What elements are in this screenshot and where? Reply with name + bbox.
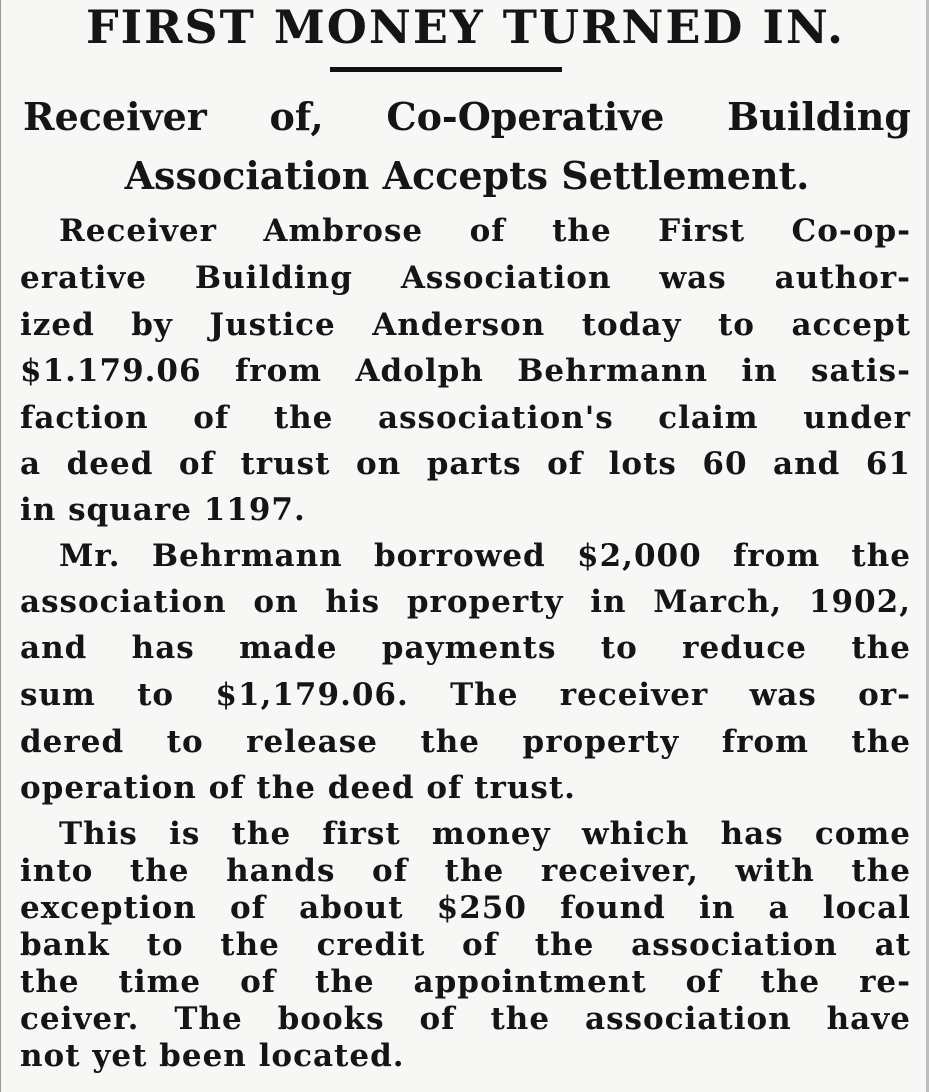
paragraph-3-line-7: not yet been located.: [20, 1038, 405, 1074]
paragraph-2-line-6: operation of the deed of trust.: [20, 770, 576, 806]
paragraph-2-line-1: Mr. Behrmann borrowed $2,000 from the: [59, 538, 911, 574]
paragraph-2-line-5: dered to release the property from the: [20, 724, 911, 760]
paragraph-3-line-2: into the hands of the receiver, with the: [20, 853, 911, 889]
paragraph-3-line-5: the time of the appointment of the re-: [20, 964, 911, 1000]
paragraph-3-line-6: ceiver. The books of the association have: [20, 1001, 911, 1037]
paragraph-1-line-7: in square 1197.: [20, 492, 306, 528]
paragraph-1-line-4: $1.179.06 from Adolph Behrmann in satis-: [20, 353, 911, 389]
paragraph-1-line-1: Receiver Ambrose of the First Co-op-: [59, 213, 911, 249]
paragraph-1-line-3: ized by Justice Anderson today to accept: [20, 307, 911, 343]
subheadline-line-1: Receiver of, Co-Operative Building: [23, 94, 911, 139]
paragraph-3-line-4: bank to the credit of the association at: [20, 927, 911, 963]
paragraph-3-line-3: exception of about $250 found in a local: [20, 890, 911, 926]
paragraph-2-line-2: association on his property in March, 1902,: [20, 584, 911, 620]
paragraph-2-line-4: sum to $1,179.06. The receiver was or-: [20, 677, 911, 713]
paragraph-1-line-2: erative Building Association was author-: [20, 260, 911, 296]
headline-rule: [330, 67, 562, 72]
paragraph-3-line-1: This is the first money which has come: [59, 816, 911, 852]
paragraph-2-line-3: and has made payments to reduce the: [20, 630, 911, 666]
subheadline-line-2: Association Accepts Settlement.: [124, 153, 810, 198]
paragraph-1-line-5: faction of the association's claim under: [20, 400, 911, 436]
paragraph-1-line-6: a deed of trust on parts of lots 60 and 61: [20, 446, 911, 482]
headline: FIRST MONEY TURNED IN.: [85, 0, 846, 54]
